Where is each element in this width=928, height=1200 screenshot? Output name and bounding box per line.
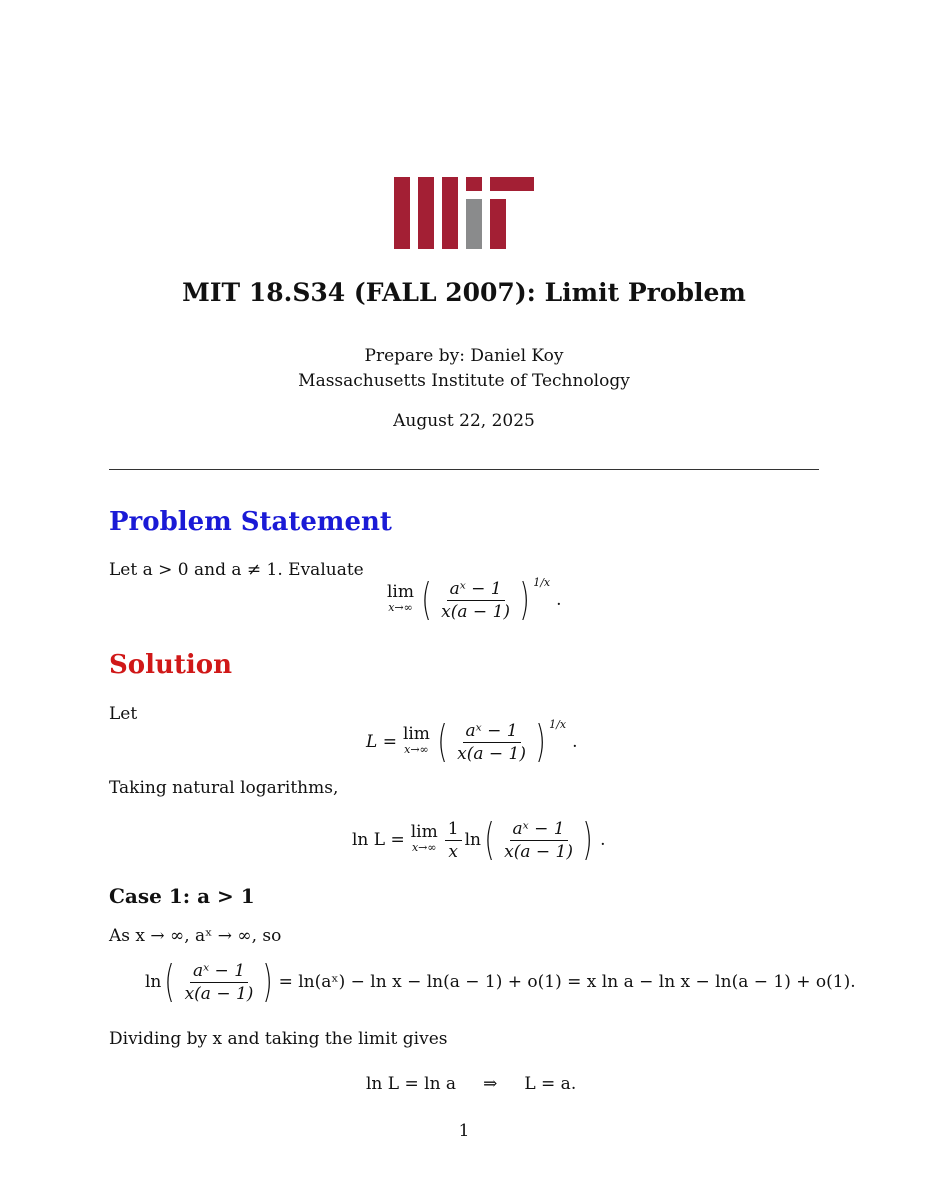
title-divider bbox=[109, 469, 819, 470]
one-over-x: $\frac{1}{x}$ bbox=[445, 820, 462, 861]
mit-logo bbox=[394, 177, 534, 249]
limit-operator: lim x→∞ bbox=[402, 724, 430, 756]
institution-line: Massachusetts Institute of Technology bbox=[298, 371, 630, 391]
fraction: $\frac{\text{aˣ − 1}}{x(a - 1)}$ bbox=[457, 720, 526, 764]
exponent: 1/x bbox=[533, 576, 551, 589]
fraction: $\frac{\text{aˣ − 1}}{x(a - 1)}$ bbox=[504, 818, 573, 862]
left-paren: ( bbox=[421, 574, 432, 625]
author-line: Prepare by: Daniel Koy bbox=[364, 346, 564, 366]
limit-operator: lim x→∞ bbox=[410, 822, 438, 854]
final-result: ln L = ln a ⇒ L = a. bbox=[366, 1074, 577, 1094]
page-number: 1 bbox=[458, 1121, 470, 1141]
case1-expansion-equation: ln ( $\frac{\text{aˣ − 1}}{x(a - 1)}$ ) = ln(aˣ) − ln x − ln(a − 1) + o(1) = x ln a − ln x − ln(a − 1) + o(1). bbox=[145, 956, 856, 1007]
solution-let: Let bbox=[109, 704, 138, 724]
limit-operator: lim x→∞ bbox=[387, 582, 414, 614]
date-line: August 22, 2025 bbox=[393, 411, 535, 431]
case1-heading: Case 1: a > 1 bbox=[109, 884, 255, 908]
solution-heading: Solution bbox=[109, 650, 233, 680]
problem-intro: Let a > 0 and a ≠ 1. Evaluate bbox=[109, 560, 364, 580]
fraction: $\frac{\text{aˣ − 1}}{x(a - 1)}$ bbox=[441, 578, 511, 622]
definition-equation: L = lim x→∞ ( $\frac{\text{aˣ − 1}}{x(a - 1)}$ ) 1/x . bbox=[366, 716, 578, 767]
document-title: MIT 18.S34 (FALL 2007): Limit Problem bbox=[182, 278, 746, 307]
problem-equation bbox=[383, 574, 562, 625]
log-equation: ln L = lim x→∞ $\frac{1}{x}$ ln ( $\frac{\text{aˣ − 1}}{x(a - 1)}$ ) . bbox=[352, 814, 606, 865]
taking-logs-text: Taking natural logarithms, bbox=[109, 778, 339, 798]
problem-heading: Problem Statement bbox=[109, 507, 392, 537]
dividing-text: Dividing by x and taking the limit gives bbox=[109, 1029, 448, 1049]
case1-intro: As x → ∞, aˣ → ∞, so bbox=[109, 926, 282, 946]
fraction: $\frac{\text{aˣ − 1}}{x(a - 1)}$ bbox=[184, 960, 254, 1004]
period: . bbox=[556, 590, 562, 610]
right-paren: ) bbox=[519, 574, 530, 625]
